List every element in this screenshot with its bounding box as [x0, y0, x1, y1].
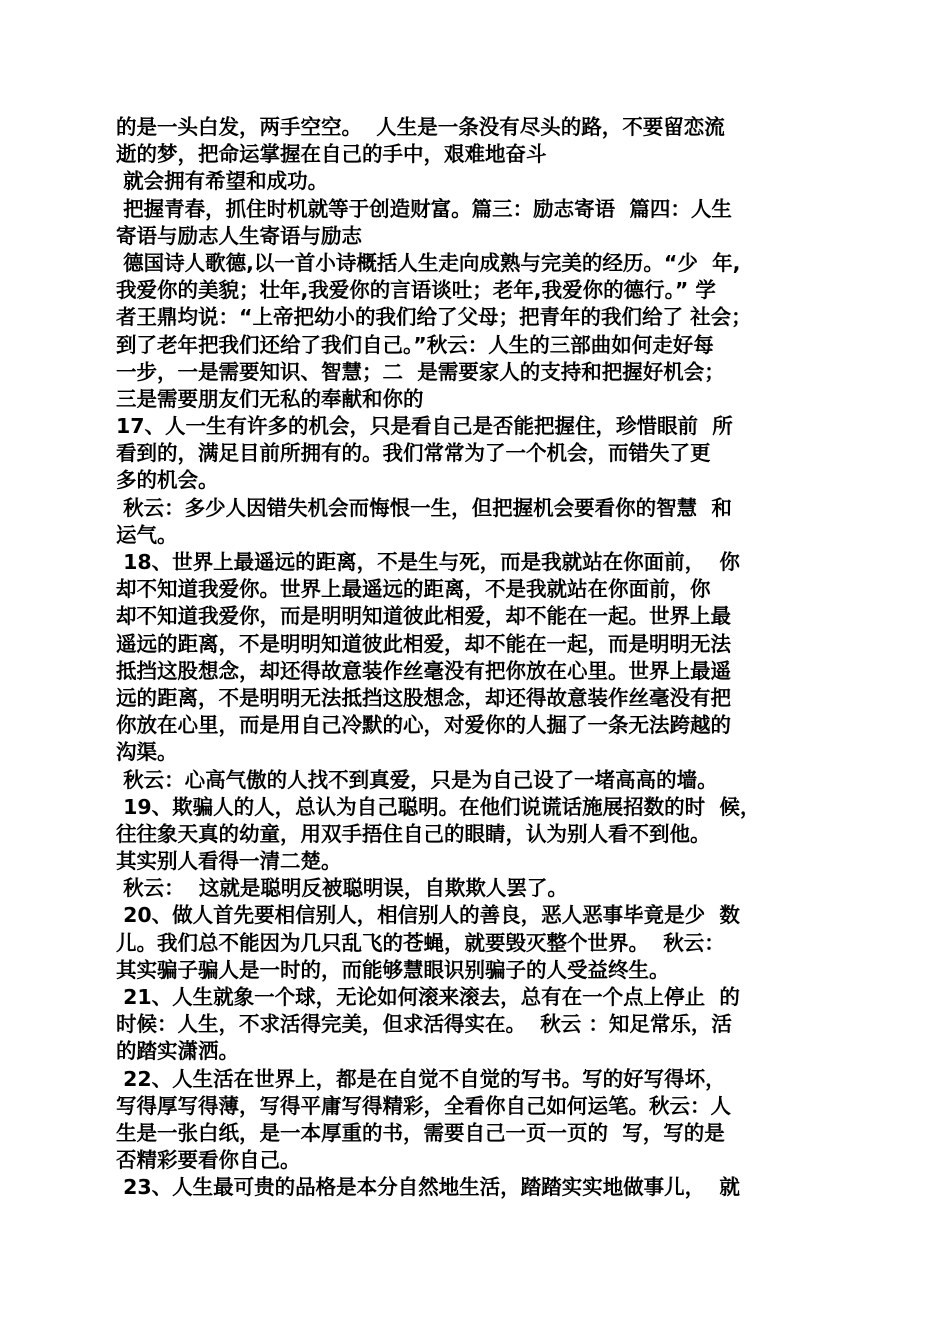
text-line: 生是一张白纸，是一本厚重的书，需要自己一页一页的 写，写的是 — [116, 1120, 725, 1145]
text-line: 的踏实潇洒。 — [116, 1039, 239, 1064]
text-line: 往往象天真的幼童，用双手捂住自己的眼睛，认为别人看不到他。 — [116, 821, 711, 846]
text-line: 寄语与励志人生寄语与励志 — [116, 223, 362, 248]
text-line: 三是需要朋友们无私的奉献和你的 — [116, 386, 424, 411]
text-line: 到了老年把我们还给了我们自己。”秋云：人生的三部曲如何走好每 — [116, 332, 714, 357]
text-line: 23、人生最可贵的品格是本分自然地生活，踏踏实实地做事儿， 就 — [116, 1175, 740, 1200]
text-line: 22、人生活在世界上，都是在自觉不自觉的写书。写的好写得坏， — [116, 1066, 726, 1091]
text-line: 把握青春，抓住时机就等于创造财富。篇三：励志寄语 篇四：人生 — [116, 196, 732, 221]
text-line: 时候：人生，不求活得完美，但求活得实在。 秋云 ：知足常乐，活 — [116, 1012, 732, 1037]
text-line: 我爱你的美貌；壮年,我爱你的言语谈吐；老年,我爱你的德行。” 学 — [116, 278, 716, 303]
text-line: 遥远的距离，不是明明知道彼此相爱，却不能在一起，而是明明无法 — [116, 631, 731, 656]
text-line: 沟渠。 — [116, 740, 178, 765]
text-line: 19、欺骗人的人，总认为自己聪明。在他们说谎话施展招数的时 候， — [116, 794, 761, 819]
text-line: 德国诗人歌德,以一首小诗概括人生走向成熟与完美的经历。“少 年, — [116, 250, 741, 275]
text-line: 秋云： 这就是聪明反被聪明误，自欺欺人罢了。 — [116, 876, 568, 901]
text-line: 你放在心里，而是用自己冷默的心，对爱你的人掘了一条无法跨越的 — [116, 713, 731, 738]
text-line: 其实别人看得一清二楚。 — [116, 849, 342, 874]
text-line: 秋云：多少人因错失机会而悔恨一生，但把握机会要看你的智慧 和 — [116, 495, 732, 520]
text-line: 17、人一生有许多的机会，只是看自己是否能把握住，珍惜眼前 所 — [116, 414, 733, 439]
text-line: 却不知道我爱你。世界上最遥远的距离，不是我就站在你面前，你 — [116, 577, 711, 602]
text-line: 20、做人首先要相信别人，相信别人的善良，恶人恶事毕竟是少 数 — [116, 903, 740, 928]
text-line: 一步，一是需要知识、智慧；二 是需要家人的支持和把握好机会； — [116, 359, 725, 384]
text-line: 逝的梦，把命运掌握在自己的手中，艰难地奋斗 — [116, 142, 547, 167]
text-line: 秋云：心高气傲的人找不到真爱，只是为自己设了一堵高高的墙。 — [116, 767, 718, 792]
text-line: 多的机会。 — [116, 468, 219, 493]
text-line: 否精彩要看你自己。 — [116, 1148, 301, 1173]
text-line: 18、世界上最遥远的距离，不是生与死，而是我就站在你面前， 你 — [116, 550, 740, 574]
text-line: 远的距离，不是明明无法抵挡这股想念，却还得故意装作丝毫没有把 — [116, 685, 731, 710]
text-line: 却不知道我爱你，而是明明知道彼此相爱，却不能在一起。世界上最 — [116, 604, 731, 629]
text-line: 抵挡这股想念，却还得故意装作丝毫没有把你放在心里。世界上最遥 — [116, 658, 731, 683]
text-line: 就会拥有希望和成功。 — [116, 169, 329, 194]
text-line: 儿。我们总不能因为几只乱飞的苍蝇，就要毁灭整个世界。 秋云： — [116, 930, 725, 955]
text-line: 者王鼎均说：“上帝把幼小的我们给了父母；把青年的我们给了 社会； — [116, 305, 752, 330]
text-line: 运气。 — [116, 522, 178, 547]
text-line: 写得厚写得薄，写得平庸写得精彩，全看你自己如何运笔。秋云：人 — [116, 1093, 731, 1118]
text-line: 的是一头白发，两手空空。 人生是一条没有尽头的路，不要留恋流 — [116, 115, 725, 139]
body-text — [116, 114, 846, 1202]
text-line: 21、人生就象一个球，无论如何滚来滚去，总有在一个点上停止 的 — [116, 985, 740, 1009]
text-line: 其实骗子骗人是一时的，而能够慧眼识别骗子的人受益终生。 — [116, 957, 670, 982]
text-line: 看到的，满足目前所拥有的。我们常常为了一个机会，而错失了更 — [116, 441, 711, 466]
